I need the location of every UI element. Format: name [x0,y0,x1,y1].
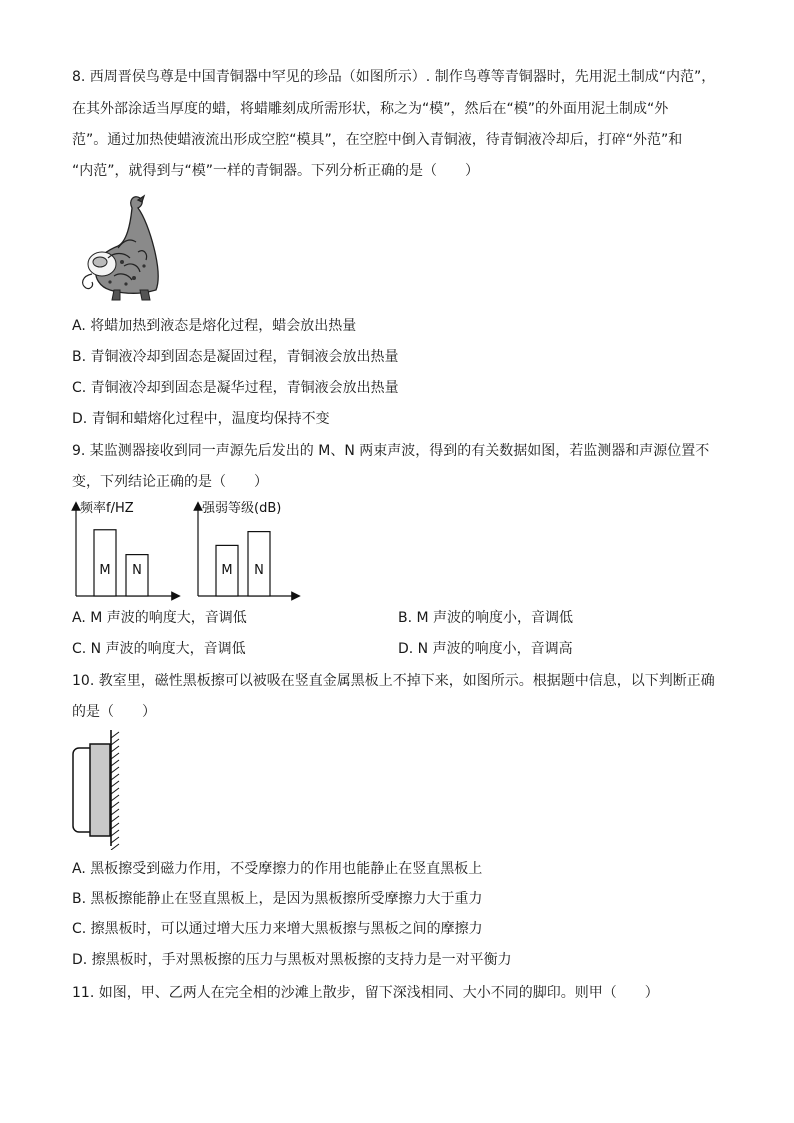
wall-hatch-mark [111,788,119,794]
sound-wave-charts [64,496,304,606]
wall-hatch-mark [111,830,119,836]
wall-hatch-mark [111,823,119,829]
wall-hatch-mark [111,809,119,815]
q8-stem-line-2: 在其外部涂适当厚度的蜡，将蜡雕刻成所需形状，称之为“模”，然后在“模”的外面用泥土制成“外 [72,101,669,117]
q10-option-c[interactable]: C. 擦黑板时，可以通过增大压力来增大黑板擦与黑板之间的摩擦力 [72,921,483,937]
q9-option-b[interactable]: B. M 声波的响度小，音调低 [398,610,574,626]
chart1-bar-label-M: M [99,563,111,578]
q8-stem-line-3: 范”。通过加热使蜡液流出形成空腔“模具”，在空腔中倒入青铜液，待青铜液冷却后，打碎“外范”和 [72,132,683,148]
q8-stem-line-4: “内范”，就得到与“模”一样的青铜器。下列分析正确的是（ ） [72,163,480,179]
wall-hatch-mark [111,739,119,745]
wall-hatch-mark [111,767,119,773]
chart2-bar-label-M: M [221,563,233,578]
q10-stem-line-1: 10. 教室里，磁性黑板擦可以被吸在竖直金属黑板上不掉下来，如图所示。根据题中信息，以下判断正确 [72,673,715,689]
chart1-ylabel: 频率f/HZ [80,501,134,516]
q8-option-d[interactable]: D. 青铜和蜡熔化过程中，温度均保持不变 [72,411,330,427]
wall-hatch-mark [111,774,119,780]
wall-hatch-mark [111,753,119,759]
q9-option-d[interactable]: D. N 声波的响度小，音调高 [398,641,573,657]
bronze-bird-vessel-image [74,192,166,304]
wall-hatch-mark [111,816,119,822]
magnetic-eraser-diagram [70,728,126,850]
chart2-ylabel: 强弱等级(dB) [202,501,282,516]
q8-option-b[interactable]: B. 青铜液冷却到固态是凝固过程，青铜液会放出热量 [72,349,399,365]
wall-hatch-mark [111,837,119,843]
q11-stem: 11. 如图，甲、乙两人在完全相的沙滩上散步，留下深浅相同、大小不同的脚印。则甲（ ） [72,985,659,1001]
q8-option-a[interactable]: A. 将蜡加热到液态是熔化过程，蜡会放出热量 [72,318,357,334]
q10-option-b[interactable]: B. 黑板擦能静止在竖直黑板上，是因为黑板擦所受摩擦力大于重力 [72,891,483,907]
q9-option-c[interactable]: C. N 声波的响度大，音调低 [72,641,246,657]
wall-hatch-mark [111,732,119,738]
q10-option-d[interactable]: D. 擦黑板时，手对黑板擦的压力与黑板对黑板擦的支持力是一对平衡力 [72,952,512,968]
q10-stem-line-2: 的是（ ） [72,704,156,720]
wall-hatch-mark [111,746,119,752]
q9-option-a[interactable]: A. M 声波的响度大，音调低 [72,610,247,626]
q8-stem-line-1: 8. 西周晋侯鸟尊是中国青铜器中罕见的珍品（如图所示）. 制作鸟尊等青铜器时，先用泥土制成“内范”， [72,69,716,85]
wall-hatch-mark [111,795,119,801]
chart2-bar-label-N: N [254,563,264,578]
chart1-bar-label-N: N [132,563,142,578]
wall-hatch-mark [111,844,119,850]
q9-stem-line-1: 9. 某监测器接收到同一声源先后发出的 M、N 两束声波，得到的有关数据如图，若监测器和声源位置不 [72,443,710,459]
q8-option-c[interactable]: C. 青铜液冷却到固态是凝华过程，青铜液会放出热量 [72,380,399,396]
q9-stem-line-2: 变，下列结论正确的是（ ） [72,474,268,490]
wall-hatch-mark [111,781,119,787]
wall-hatch-mark [111,802,119,808]
eraser-pad [90,744,110,836]
q10-option-a[interactable]: A. 黑板擦受到磁力作用，不受摩擦力的作用也能静止在竖直黑板上 [72,861,483,877]
wall-hatch-mark [111,760,119,766]
